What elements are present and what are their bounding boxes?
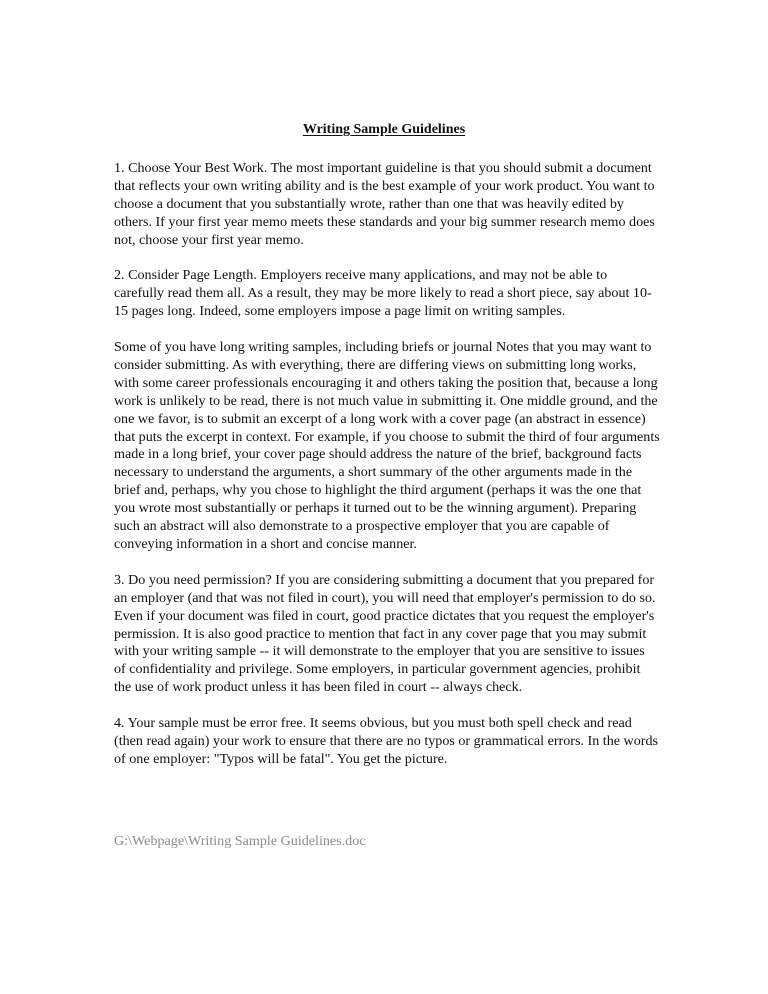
- paragraph-page-length: 2. Consider Page Length. Employers receive many applications, and may not be able to carefully read them all. As a result, they may be more likely to read a short piece, say about 10-15 pages long. Indeed, some employers impose a page limit on writing samples.: [114, 267, 652, 320]
- paragraph-permission: 3. Do you need permission? If you are considering submitting a document that you prepared for an employer (and that was not filed in court), you will need that employer's permission to do so. Even if your document was filed in court, good practice dictates that you request the employer's permission. It is also good practice to mention that fact in any cover page that you may submit with your writing sample -- it will demonstrate to the employer that you are sensitive to issues of confidentiality and privilege. Some employers, in particular government agencies, prohibit the use of work product unless it has been filed in court -- always check.: [114, 571, 656, 696]
- document-title: [0, 122, 768, 138]
- document-title-text: Writing Sample Guidelines: [302, 122, 466, 137]
- paragraph-error-free: 4. Your sample must be error free. It seems obvious, but you must both spell check and read (then read again) your work to ensure that there are no typos or grammatical errors. In the words of one employer: "Typos will be fatal". You get the picture.: [114, 715, 658, 767]
- document-body: [114, 160, 660, 787]
- paragraph-choose-best-work: 1. Choose Your Best Work. The most important guideline is that you should submit a document that reflects your own writing ability and is the best example of your work product. You want to choose a document that you substantially wrote, rather than one that was heavily edited by others. If your first year memo meets these standards and your big summer research memo does not, choose your first year memo.: [114, 160, 655, 248]
- file-path-footer: G:\Webpage\Writing Sample Guidelines.doc: [114, 833, 366, 849]
- paragraph-long-samples: Some of you have long writing samples, including briefs or journal Notes that you may want to consider submitting. As with everything, there are differing views on submitting long works, with some career professionals encouraging it and others taking the position that, because a long work is unlikely to be read, there is not much value in submitting it. One middle ground, and the one we favor, is to submit an excerpt of a long work with a cover page (an abstract in essence) that puts the excerpt in context. For example, if you choose to submit the third of four arguments made in a long brief, your cover page should address the nature of the brief, background facts necessary to understand the arguments, a short summary of the other arguments made in the brief and, perhaps, why you chose to highlight the third argument (perhaps it was the one that you wrote most substantially or perhaps it turned out to be the winning argument). Preparing such an abstract will also demonstrate to a prospective employer that you are capable of conveying information in a short and concise manner.: [114, 339, 660, 552]
